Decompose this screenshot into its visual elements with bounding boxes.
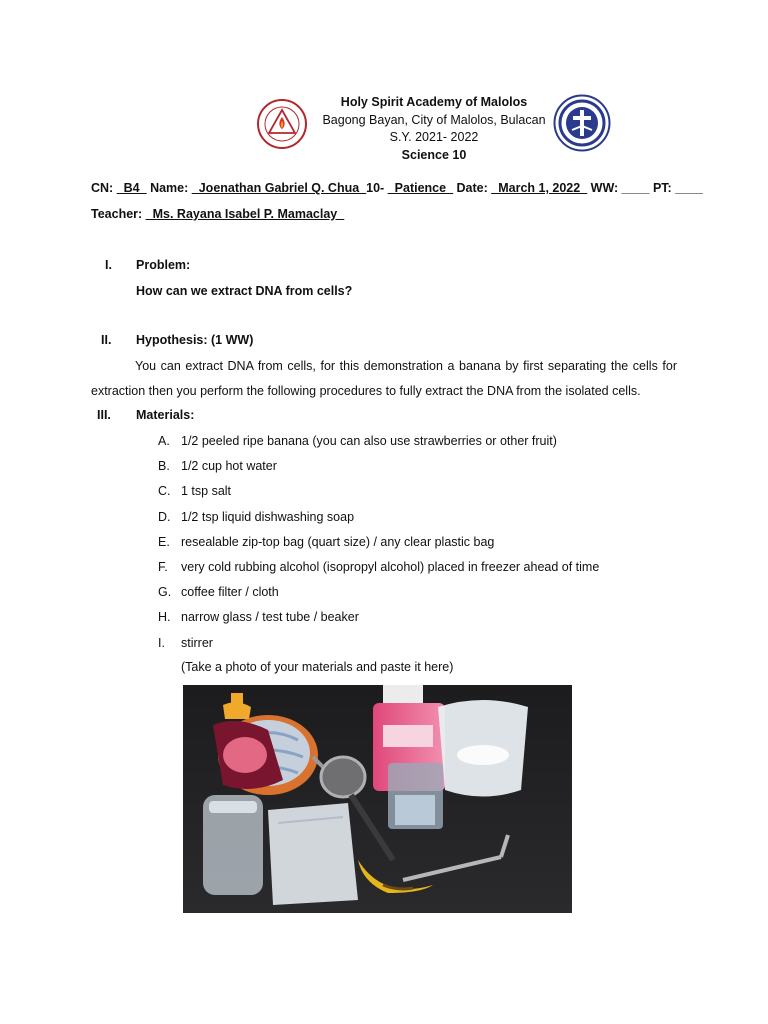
school-year: S.Y. 2021- 2022 xyxy=(389,130,479,144)
list-item: A. 1/2 peeled ripe banana (you can also use strawberries or other fruit) xyxy=(158,434,557,448)
list-item: D. 1/2 tsp liquid dishwashing soap xyxy=(158,509,355,524)
teacher-info-row xyxy=(91,207,344,221)
school-name: Holy Spirit Academy of Malolos xyxy=(340,95,528,109)
ww-field: WW: ____ xyxy=(590,181,650,195)
date-value: _March 1, 2022_ xyxy=(491,181,588,195)
problem-question: How can we extract DNA from cells? xyxy=(136,284,353,298)
cn-label: CN: xyxy=(91,181,114,195)
student-info-row xyxy=(91,181,703,195)
hypothesis-text: You can extract DNA from cells, for this demonstration a banana by first separating the cells for extraction then you perform the following procedures to fully extract the DNA from the isolated cells. xyxy=(91,359,677,398)
cn-value: _B4_ xyxy=(116,181,147,195)
list-item: H. narrow glass / test tube / beaker xyxy=(158,610,359,625)
list-item: C. 1 tsp salt xyxy=(158,484,232,499)
problem-section-number: I. xyxy=(105,258,112,272)
hypothesis-section-title: Hypothesis: (1 WW) xyxy=(136,333,254,347)
section-label: 10- xyxy=(366,181,385,195)
teacher-value: _Ms. Rayana Isabel P. Mamaclay_ xyxy=(145,207,345,221)
accreditation-seal-logo xyxy=(553,94,611,152)
list-item: B. 1/2 cup hot water xyxy=(158,459,277,474)
materials-photo xyxy=(183,685,572,913)
name-label: Name: xyxy=(150,181,189,195)
hypothesis-section-number: II. xyxy=(101,333,112,347)
problem-section-title: Problem: xyxy=(136,258,191,272)
materials-list xyxy=(158,432,599,659)
teacher-label: Teacher: xyxy=(91,207,143,221)
materials-section-title: Materials: xyxy=(136,408,195,422)
date-label: Date: xyxy=(456,181,488,195)
list-item: I. stirrer xyxy=(158,635,213,650)
photo-instruction: (Take a photo of your materials and paste it here) xyxy=(181,660,454,674)
list-item: F. very cold rubbing alcohol (isopropyl alcohol) placed in freezer ahead of time xyxy=(158,559,600,574)
school-address: Bagong Bayan, City of Malolos, Bulacan xyxy=(322,112,546,127)
section-value: _Patience_ xyxy=(387,181,454,195)
subject-title: Science 10 xyxy=(401,147,467,162)
pt-field: PT: ____ xyxy=(652,181,703,195)
name-value: _Joenathan Gabriel Q. Chua_ xyxy=(191,181,367,195)
document-header xyxy=(290,94,578,164)
materials-section-number: III. xyxy=(97,408,111,422)
list-item: E. resealable zip-top bag (quart size) / any clear plastic bag xyxy=(158,534,495,549)
list-item: G. coffee filter / cloth xyxy=(158,585,279,600)
